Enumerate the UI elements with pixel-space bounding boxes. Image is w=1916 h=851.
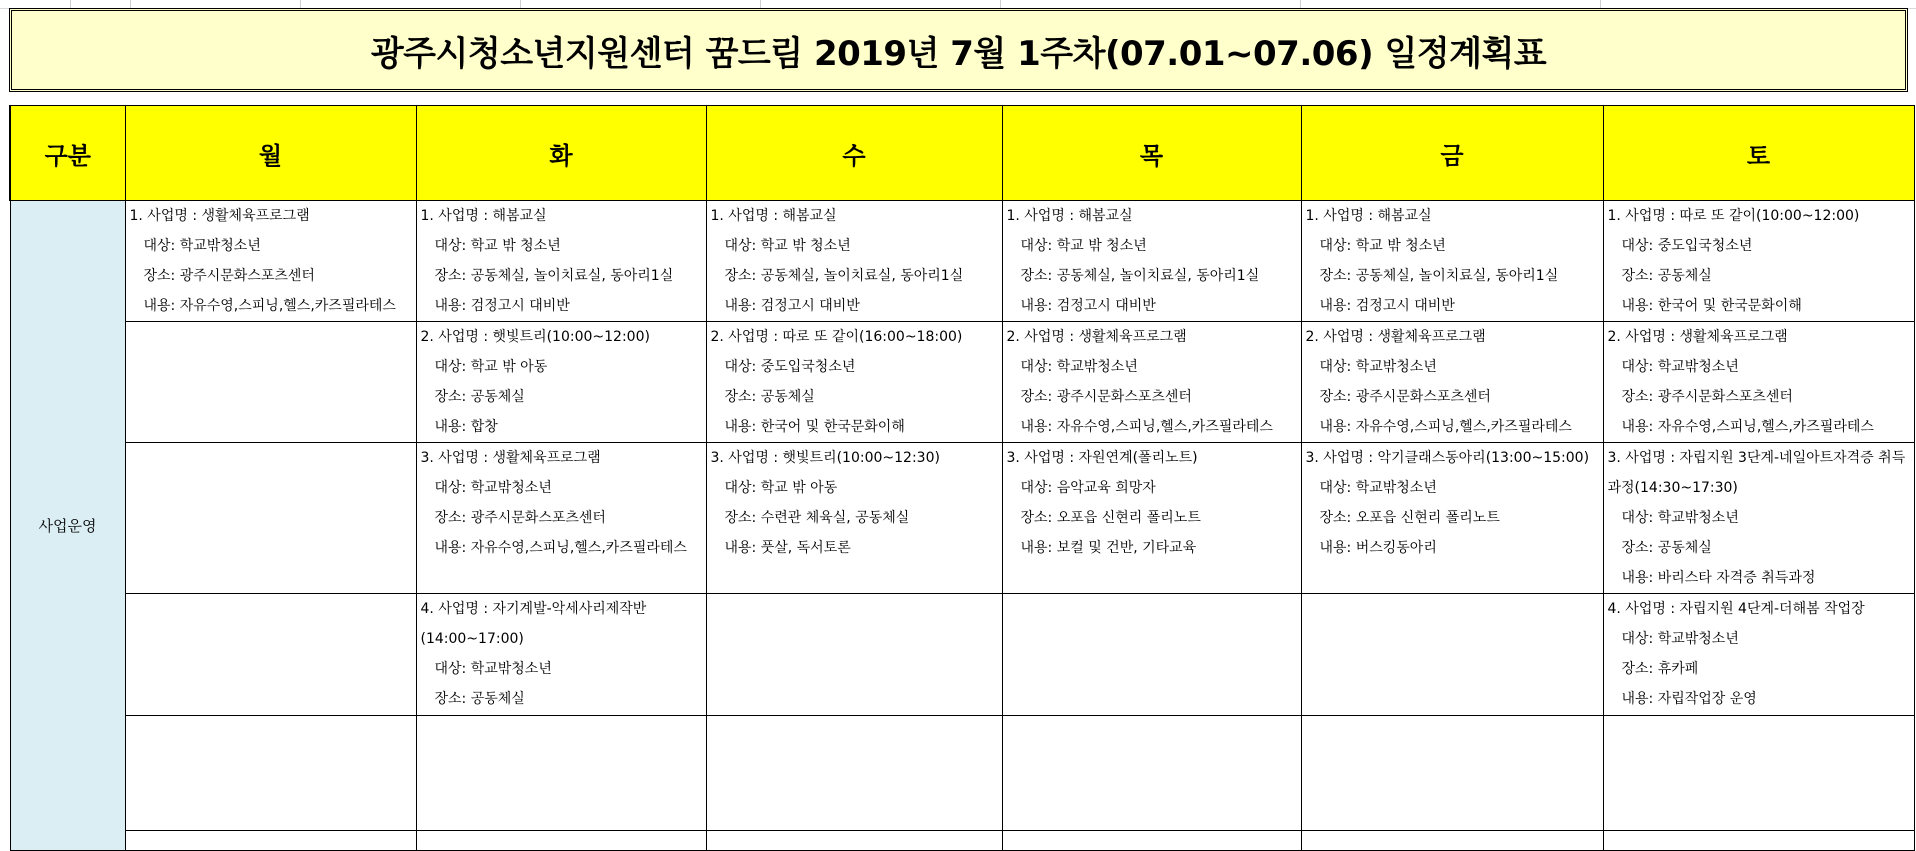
program-detail: 대상: 학교밖청소년: [1319, 359, 1437, 375]
header-tue[interactable]: 화: [416, 106, 706, 201]
program-detail: 장소: 공동체실: [434, 691, 525, 707]
header-thu[interactable]: 목: [1002, 106, 1301, 201]
program-title: 2. 사업명 : 따로 또 같이(16:00~18:00): [710, 329, 963, 345]
program-title: 2. 사업명 : 생활체육프로그램: [1006, 329, 1187, 345]
program-detail: 내용: 검정고시 대비반: [434, 298, 570, 314]
schedule-cell-fri[interactable]: [1301, 322, 1603, 443]
program-title: 1. 사업명 : 해봄교실: [420, 208, 547, 224]
program-detail: 내용: 자유수영,스피닝,헬스,카즈필라테스: [1020, 419, 1273, 435]
program-detail: 장소: 오포읍 신현리 폴리노트: [1319, 510, 1500, 526]
schedule-cell-mon[interactable]: [125, 322, 416, 443]
program-title: 1. 사업명 : 해봄교실: [1006, 208, 1133, 224]
schedule-cell-sat[interactable]: [1603, 443, 1914, 594]
program-detail: 대상: 학교밖청소년: [143, 238, 261, 254]
program-detail: 장소: 광주시문화스포츠센터: [1319, 389, 1491, 405]
program-detail: 대상: 학교밖청소년: [1621, 631, 1739, 647]
program-title: 3. 사업명 : 생활체육프로그램: [420, 450, 601, 466]
program-title: 3. 사업명 : 자립지원 3단계-네일아트자격증 취득: [1607, 450, 1906, 466]
program-title: 1. 사업명 : 해봄교실: [710, 208, 837, 224]
program-detail: 내용: 검정고시 대비반: [724, 298, 860, 314]
program-detail: 장소: 공동체실: [1621, 540, 1712, 556]
header-row: [10, 106, 1914, 201]
program-detail: 장소: 공동체실, 놀이치료실, 동아리1실: [1319, 268, 1559, 284]
table-row: [10, 716, 1914, 831]
schedule-cell-thu[interactable]: [1002, 716, 1301, 831]
program-detail: 장소: 광주시문화스포츠센터: [143, 268, 315, 284]
table-row: [10, 322, 1914, 443]
schedule-cell-sat[interactable]: [1603, 201, 1914, 322]
program-detail: 내용: 버스킹동아리: [1319, 540, 1437, 556]
program-detail: 대상: 학교밖청소년: [1020, 359, 1138, 375]
program-detail: 장소: 공동체실: [434, 389, 525, 405]
program-title-cont: 과정(14:30~17:30): [1607, 480, 1738, 496]
program-detail: 장소: 공동체실, 놀이치료실, 동아리1실: [1020, 268, 1260, 284]
table-row: [10, 594, 1914, 716]
program-detail: 대상: 중도입국청소년: [724, 359, 856, 375]
schedule-cell-thu[interactable]: [1002, 831, 1301, 851]
program-detail: 내용: 자유수영,스피닝,헬스,카즈필라테스: [1621, 419, 1874, 435]
program-title: 4. 사업명 : 자기계발-악세사리제작반: [420, 601, 647, 617]
category-cell[interactable]: 사업운영: [10, 201, 125, 851]
title-banner: [9, 8, 1908, 92]
program-title: 3. 사업명 : 자원연계(폴리노트): [1006, 450, 1198, 466]
program-detail: 대상: 학교 밖 청소년: [1020, 238, 1147, 254]
schedule-cell-wed[interactable]: [706, 831, 1002, 851]
schedule-cell-fri[interactable]: [1301, 443, 1603, 594]
program-detail: 내용: 자유수영,스피닝,헬스,카즈필라테스: [434, 540, 687, 556]
program-detail: 장소: 공동체실, 놀이치료실, 동아리1실: [724, 268, 964, 284]
program-title: 3. 사업명 : 악기클래스동아리(13:00~15:00): [1305, 450, 1590, 466]
schedule-table: [9, 105, 1915, 851]
table-row: [10, 201, 1914, 322]
program-detail: 내용: 검정고시 대비반: [1319, 298, 1455, 314]
schedule-cell-mon[interactable]: [125, 594, 416, 716]
program-detail: 내용: 바리스타 자격증 취득과정: [1621, 570, 1816, 586]
program-detail: 대상: 학교 밖 아동: [724, 480, 838, 496]
program-detail: 내용: 한국어 및 한국문화이해: [1621, 298, 1802, 314]
program-title: 1. 사업명 : 따로 또 같이(10:00~12:00): [1607, 208, 1860, 224]
program-detail: 대상: 학교밖청소년: [1621, 510, 1739, 526]
table-row: [10, 831, 1914, 851]
program-detail: 대상: 중도입국청소년: [1621, 238, 1753, 254]
program-detail: 대상: 학교 밖 청소년: [1319, 238, 1446, 254]
schedule-cell-tue[interactable]: [416, 831, 706, 851]
schedule-cell-sat[interactable]: [1603, 594, 1914, 716]
program-detail: 장소: 휴카페: [1621, 661, 1699, 677]
program-title: 2. 사업명 : 생활체육프로그램: [1607, 329, 1788, 345]
schedule-cell-thu[interactable]: [1002, 443, 1301, 594]
schedule-cell-tue[interactable]: [416, 322, 706, 443]
table-row: [10, 443, 1914, 594]
program-detail: 장소: 공동체실, 놀이치료실, 동아리1실: [434, 268, 674, 284]
program-detail: 대상: 학교밖청소년: [434, 661, 552, 677]
schedule-cell-mon[interactable]: [125, 443, 416, 594]
schedule-cell-tue[interactable]: [416, 443, 706, 594]
spacer-row: [0, 92, 1916, 106]
program-title: 2. 사업명 : 햇빛트리(10:00~12:00): [420, 329, 650, 345]
program-detail: 내용: 자유수영,스피닝,헬스,카즈필라테스: [1319, 419, 1572, 435]
program-detail: 장소: 공동체실: [1621, 268, 1712, 284]
schedule-cell-wed[interactable]: [706, 716, 1002, 831]
header-mon[interactable]: 월: [125, 106, 416, 201]
program-detail: 장소: 오포읍 신현리 폴리노트: [1020, 510, 1201, 526]
schedule-cell-tue[interactable]: [416, 716, 706, 831]
program-detail: 내용: 자유수영,스피닝,헬스,카즈필라테스: [143, 298, 396, 314]
schedule-cell-sat[interactable]: [1603, 831, 1914, 851]
program-detail: 대상: 음악교육 희망자: [1020, 480, 1156, 496]
schedule-cell-mon[interactable]: [125, 831, 416, 851]
header-wed[interactable]: 수: [706, 106, 1002, 201]
program-detail: 장소: 공동체실: [724, 389, 815, 405]
schedule-cell-mon[interactable]: [125, 201, 416, 322]
schedule-cell-mon[interactable]: [125, 716, 416, 831]
header-sat[interactable]: 토: [1603, 106, 1914, 201]
schedule-cell-fri[interactable]: [1301, 716, 1603, 831]
program-title-cont: (14:00~17:00): [420, 631, 524, 647]
schedule-cell-wed[interactable]: [706, 594, 1002, 716]
schedule-cell-fri[interactable]: [1301, 594, 1603, 716]
program-detail: 내용: 합창: [434, 419, 498, 435]
schedule-cell-fri[interactable]: [1301, 831, 1603, 851]
schedule-cell-sat[interactable]: [1603, 716, 1914, 831]
program-detail: 내용: 자립작업장 운영: [1621, 691, 1757, 707]
program-detail: 대상: 학교 밖 청소년: [434, 238, 561, 254]
program-title: 2. 사업명 : 생활체육프로그램: [1305, 329, 1486, 345]
program-title: 1. 사업명 : 해봄교실: [1305, 208, 1432, 224]
program-detail: 대상: 학교밖청소년: [1319, 480, 1437, 496]
header-fri[interactable]: 금: [1301, 106, 1603, 201]
program-detail: 장소: 수련관 체육실, 공동체실: [724, 510, 910, 526]
program-title: 3. 사업명 : 햇빛트리(10:00~12:30): [710, 450, 940, 466]
program-detail: 장소: 광주시문화스포츠센터: [434, 510, 606, 526]
program-detail: 내용: 검정고시 대비반: [1020, 298, 1156, 314]
schedule-cell-wed[interactable]: [706, 201, 1002, 322]
schedule-cell-tue[interactable]: [416, 594, 706, 716]
schedule-cell-sat[interactable]: [1603, 322, 1914, 443]
schedule-cell-thu[interactable]: [1002, 322, 1301, 443]
schedule-cell-wed[interactable]: [706, 322, 1002, 443]
program-title: 4. 사업명 : 자립지원 4단계-더해봄 작업장: [1607, 601, 1865, 617]
program-title: 1. 사업명 : 생활체육프로그램: [129, 208, 310, 224]
program-detail: 대상: 학교밖청소년: [434, 480, 552, 496]
schedule-cell-wed[interactable]: [706, 443, 1002, 594]
program-detail: 내용: 보컬 및 건반, 기타교육: [1020, 540, 1197, 556]
schedule-cell-thu[interactable]: [1002, 594, 1301, 716]
schedule-cell-tue[interactable]: [416, 201, 706, 322]
program-detail: 장소: 광주시문화스포츠센터: [1621, 389, 1793, 405]
program-detail: 내용: 풋살, 독서토론: [724, 540, 851, 556]
header-category[interactable]: 구분: [10, 106, 125, 201]
program-detail: 대상: 학교 밖 아동: [434, 359, 548, 375]
page-title: 광주시청소년지원센터 꿈드림 2019년 7월 1주차(07.01~07.06) 일정계획표: [370, 33, 1547, 74]
program-detail: 대상: 학교밖청소년: [1621, 359, 1739, 375]
program-detail: 내용: 한국어 및 한국문화이해: [724, 419, 905, 435]
program-detail: 대상: 학교 밖 청소년: [724, 238, 851, 254]
schedule-cell-thu[interactable]: [1002, 201, 1301, 322]
program-detail: 장소: 광주시문화스포츠센터: [1020, 389, 1192, 405]
schedule-cell-fri[interactable]: [1301, 201, 1603, 322]
